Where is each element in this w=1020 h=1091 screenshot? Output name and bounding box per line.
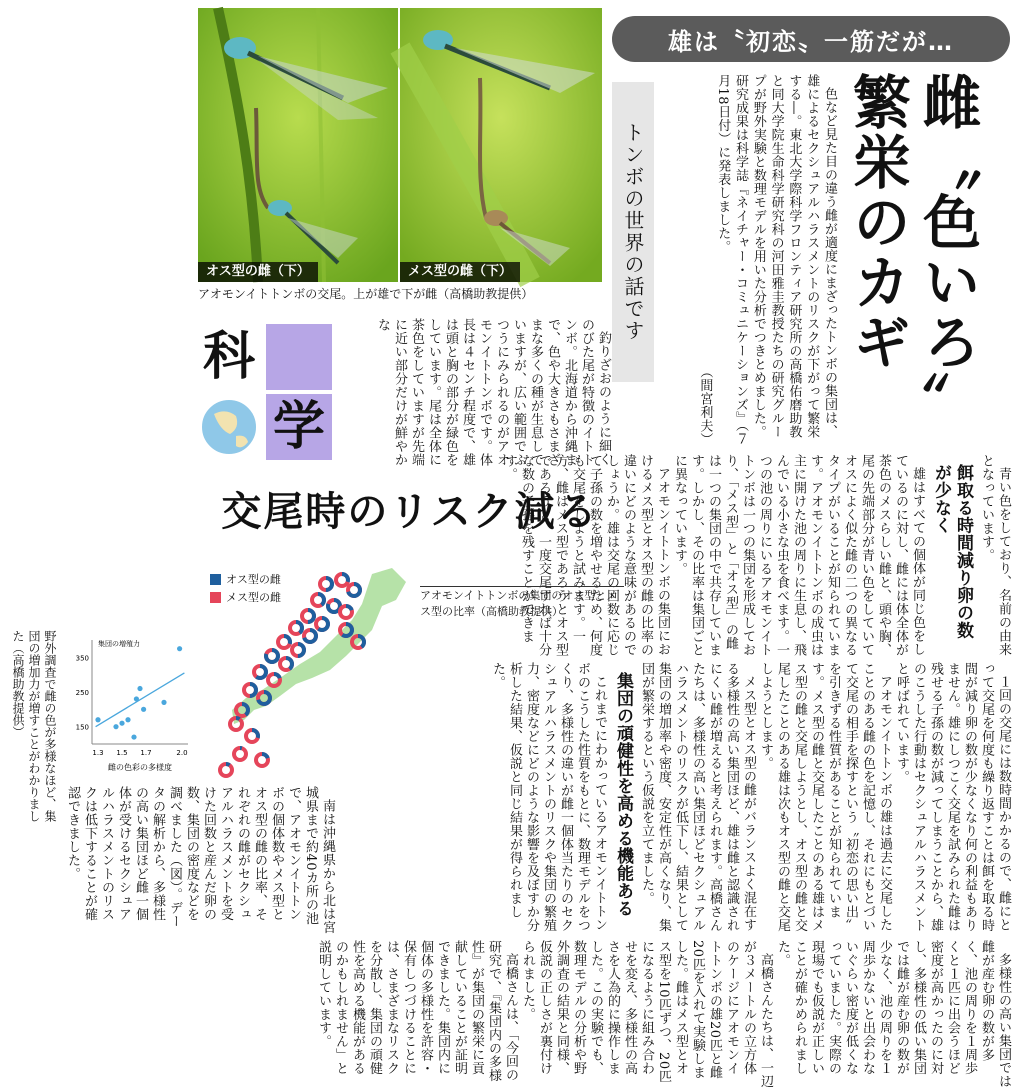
- photo-caption: アオモンイトトンボの交尾。上が雄で下が雌（高橋助教提供）: [198, 287, 534, 301]
- y-tick-label: 350: [75, 654, 89, 663]
- subhead: 交尾時のリスク減る: [221, 488, 599, 535]
- data-point: [119, 721, 124, 726]
- lead-text: 色など見た目の違う雌が適度にまざったトンボの集団は、雄によるセクシュアルハラスメントのリスクが下がって繁栄する―。東北大学際科学フロンティア研究所の高橋佑磨助教と同大学院生命科学研究科の河田雅圭教授たちの研究グループが野外実験と数理モデルを用いた分析でつきとめました。研究成果は科学誌『ネイチャー・コミュニケーションズ』（７月18日付）に発表しました。: [715, 74, 837, 446]
- body-tier3: [340, 662, 1012, 934]
- logo-kanji-gaku: 学: [266, 394, 332, 460]
- body-col8: 多様性の高い集団では雌が産む卵の数が多く、池の周りを１周歩くと１匹に出会うほど密度が高かったのに対し、多様性の低い集団では雌が産む卵の数が少なく、池の周りを１周歩かないと出会わないぐらい密度が低くなっていました。実際の現場でも仮説が正しいことが確かめられました。: [775, 940, 1011, 1088]
- data-point: [125, 717, 130, 722]
- damselfly-photo-male-type: [198, 8, 398, 282]
- body-tier3-left: [36, 786, 336, 934]
- lead-paragraph: [660, 74, 838, 446]
- y-tick-label: 250: [75, 689, 89, 697]
- data-point: [161, 700, 166, 705]
- section1-heading: 餌取る時間減り卵の数が少なく: [931, 464, 973, 639]
- body-col3: １回の交尾には数時間かかるので、雌にとって交尾を何度も繰り返すことは餌を取る時間が減り卵の数が少なくなり何の利益もありません。雄にしつこく交尾を試みられた雌は残せる子孫の数が減ってしまうことから、雄のこうした行動はセクシュアルハラスメントと呼ばれています。: [894, 662, 1011, 932]
- data-point: [95, 717, 100, 722]
- x-tick-label: 1.7: [140, 749, 152, 757]
- data-point: [177, 646, 182, 651]
- logo-purple-block: [266, 324, 332, 390]
- y-tick-label: 150: [75, 723, 89, 732]
- top-banner: 雄は〝初恋〟一筋だが…: [612, 16, 1010, 62]
- body-col10: 高橋さんは、「今回の研究で、『集団内の多様性』が集団の繁栄に貢献していることが証明できました。集団内に個体の多様性を許容・保有しつづけることには、さまざまなリスクを分散し、集団の頑健性を高める機能があるのかもしれません」と説明しています。: [316, 940, 518, 1082]
- legend-swatch-blue: [210, 574, 221, 585]
- x-axis-label: 雌の色彩の多様度: [108, 763, 172, 772]
- series-label: トンボの世界の話です: [612, 82, 654, 382]
- trend-line: [96, 673, 185, 727]
- intro-text: 釣りざおのように細くのびた尾が特徴のイトトンボ。北海道から沖縄まで、色や大きさもさまざまな多くの種が生息していますが、広い範囲でふつうにみられるのがアオモンイトトンボです。体長は４センチ程度で、雄は頭と胸の部分が緑色をしています。尾は全体に茶色をしていますが先端に近い部分だけが鮮やかな: [375, 318, 611, 467]
- legend-swatch-red: [210, 592, 221, 603]
- x-tick-label: 1.5: [116, 749, 128, 757]
- data-point: [113, 724, 118, 729]
- data-point: [131, 734, 136, 739]
- body-col1b: 雄はすべての個体が同じ色をしているのに対し、雌には体全体が茶色のメスらしい雌と、頭や胸、尾の先端部分が青い色をしていてオスによく似た雌の二つの異なるタイプがいることが知られています。アオモンイトトンボの成虫は主に開けた池の周りに生息し、飛んでいる小さな虫を食べます。一つの池の周りにいるアオモンイトトンボは一つの集団を形成しており、「メス型」と「オス型」の雌は一つの集団の中で共存しています。しかし、その比率は集団ごとに異なっています。: [672, 454, 925, 657]
- legend-male-type: [210, 570, 281, 588]
- body-col6: これまでにわかっているアオモンイトトンボのこうした性質をもとに、数理モデルをつくり、多様性の違いが雌一個体当たりのセクシュアルハラスメントのリスクや集団の繁殖力、密度などにどのような影響を及ぼすか分析した結果、仮説と同じ結果が得られました。: [490, 662, 607, 932]
- legend-label-female-type: メス型の雌: [226, 591, 281, 604]
- body-col5: メス型とオス型の雌がバランスよく混在する多様性の高い集団ほど、雄は雌と認識されにくい雌が増えると考えられます。高橋さんたちは、多様性の高い集団ほどセクシュアルハラスメントのリスクが低下し、結果として集団の増加率や密度、安定性が高くなり、集団が繁栄するという仮説を立てました。: [639, 662, 756, 932]
- byline: （間宮利夫）: [697, 365, 713, 446]
- photo-right: [400, 8, 602, 282]
- section2-heading: 集団の頑健性を高める機能ある: [613, 672, 633, 917]
- body-col1: 青い色をしており、名前の由来となっています。: [979, 454, 1011, 656]
- data-point: [134, 696, 139, 701]
- photo-right-caption: メス型の雌（下）: [400, 262, 520, 282]
- map-caption: アオモンイトトンボの集団のオス型とメス型の比率（高橋助教提供）: [420, 586, 624, 620]
- photo-left-caption: オス型の雌（下）: [198, 262, 318, 282]
- x-tick-label: 1.3: [92, 749, 104, 757]
- body-col9: 高橋さんたちは、一辺が３メートルの立方体のケージにアオモンイトトンボの雄20匹と雌20匹を入れて実験しました。雌はメス型とオス型を10匹ずつ、20匹になるように組み合わせを変え、多様性の高さを人為的に操作しました。この実験でも、数理モデルの分析や野外調査の結果と同様、仮説の正しさが裏付けられました。: [520, 940, 773, 1088]
- science-logo: [196, 324, 334, 462]
- scatter-caption: 野外調査で雌の色が多様なほど、集団の増加力が増すことがわかりました（高橋助教提供）: [11, 630, 57, 822]
- diversity-scatter-plot: [60, 632, 200, 782]
- damselfly-photo-female-type: [400, 8, 602, 282]
- legend-female-type: [210, 588, 281, 606]
- body-col2: アオモンイトトンボの集団におけるメス型とオス型の雌の比率の違いにどのような意味があるのでしょうか。雄は交尾の回数に応じて子孫の数を増やせるため、何度も交尾をしようと試みます。一方、雌はメス型であろうとオス型であろうと、一度交尾すれば十分な数の子孫を残すことができます。: [502, 454, 670, 657]
- intro-body: [338, 318, 612, 470]
- photo-left: [198, 8, 398, 282]
- body-col7a: 南は沖縄県から北は宮城県まで約40カ所の池で、アオモンイトトンボの個体数やメス型とオス型の雌の比率、それぞれの雌がセクシュアルハラスメントを受けた回数と産んだ卵の数、集団の密度などを調べました（図）。データの解析から、多様性の高い集団ほど雌一個体が受けるセクシュアルハラスメントのリスクは低下することが確認できました。: [65, 786, 335, 934]
- y-axis-label: 集団の増殖力: [98, 640, 140, 648]
- body-col4: アオモンイトトンボの雄は過去に交尾したことのある雌の色を記憶し、それにもとづいて交尾の相手を探すという〝初恋の思い出〟を引きずる性質があることが知られています。メス型の雌と交尾したことのある雄はメス型の雌と交尾しようとし、オス型の雌と交尾したことのある雄は次もオス型の雌と交尾しようとします。: [758, 662, 892, 932]
- main-headline: 雌〝色いろ〟繁栄のカギ: [843, 72, 981, 432]
- body-tier4: [12, 940, 1012, 1088]
- globe-icon: [196, 394, 262, 460]
- data-point: [141, 707, 146, 712]
- logo-kanji-ka: 科: [202, 327, 255, 387]
- map-legend: [210, 570, 281, 606]
- data-point: [137, 686, 142, 691]
- x-tick-label: 2.0: [176, 749, 188, 757]
- legend-label-male-type: オス型の雌: [226, 573, 281, 586]
